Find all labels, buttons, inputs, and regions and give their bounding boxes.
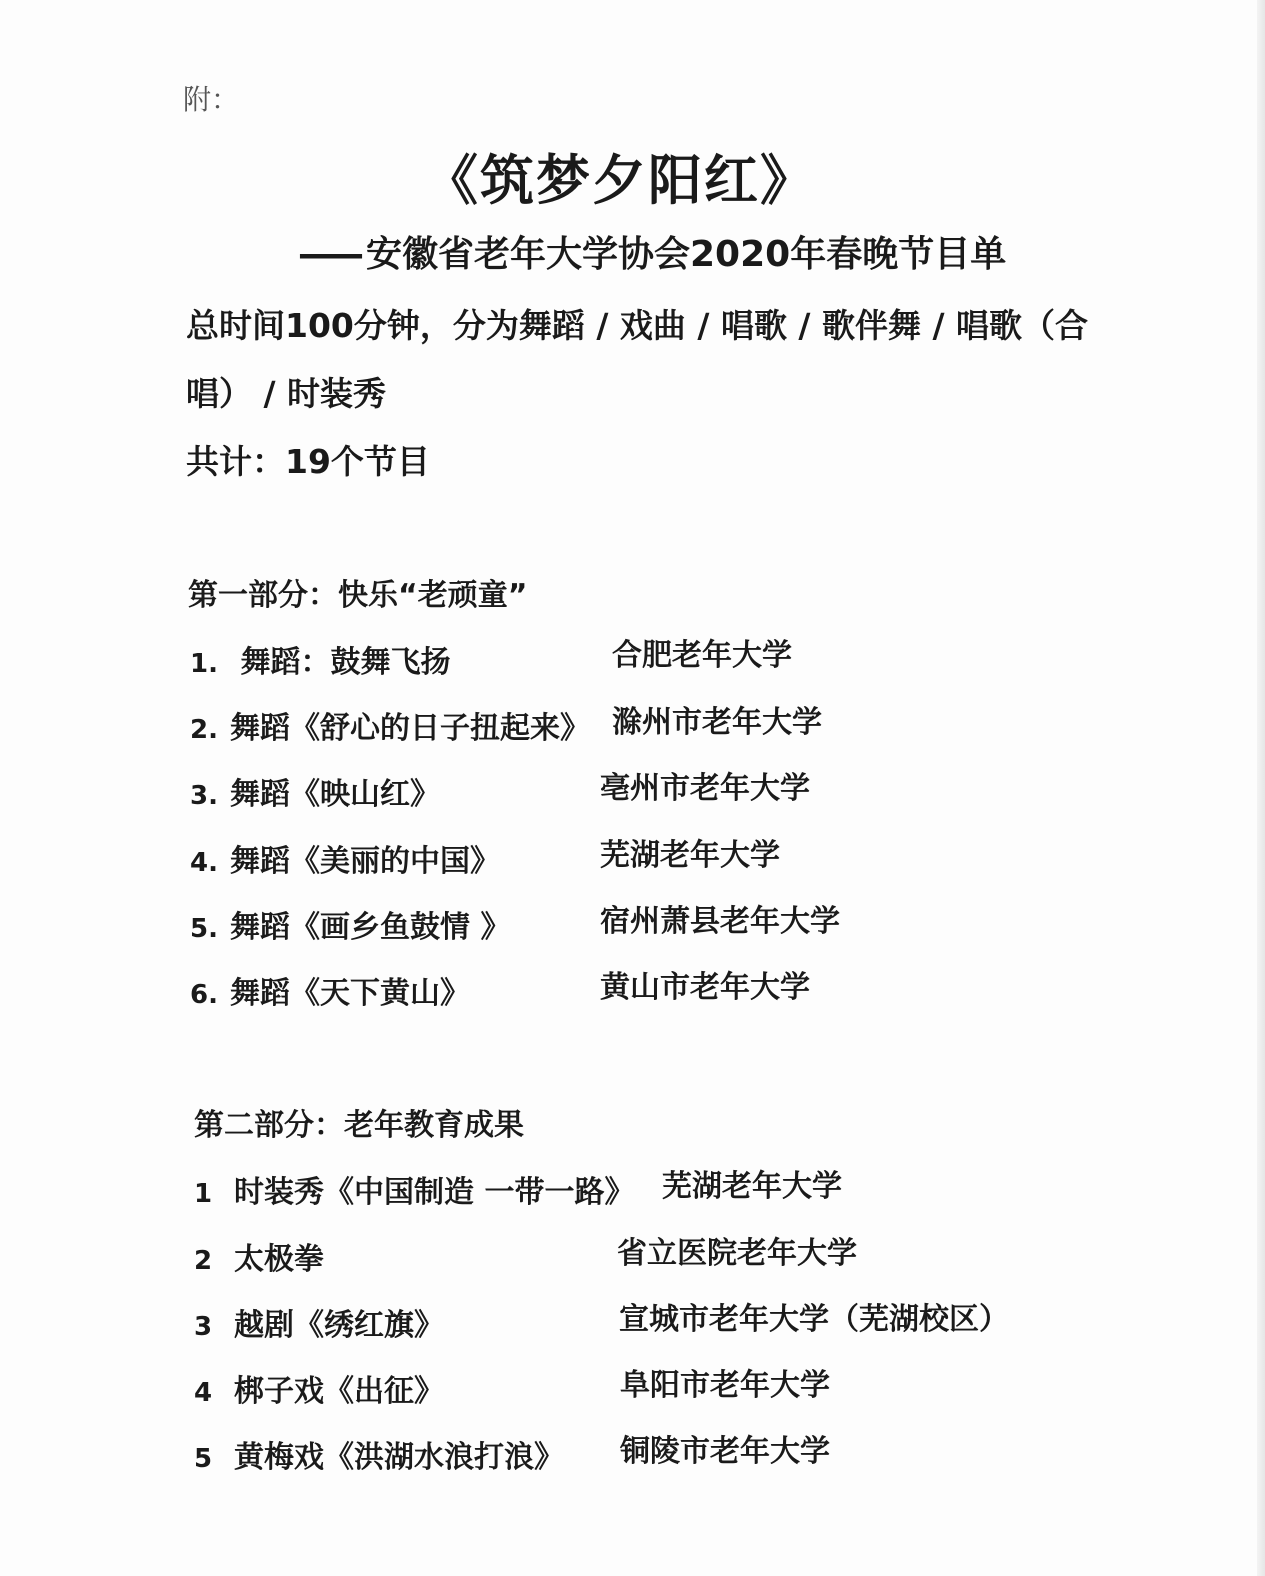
item-program: 舞蹈《天下黄山》: [230, 976, 470, 1011]
page-edge: [1257, 0, 1265, 1576]
summary-line-1: 总时间100分钟，分为舞蹈 / 戏曲 / 唱歌 / 歌伴舞 / 唱歌（合: [186, 306, 1089, 345]
item-program: 舞蹈：鼓舞飞扬: [240, 645, 451, 680]
list-item: [190, 968, 470, 1012]
item-organization: 滁州市老年大学: [612, 705, 822, 740]
item-number: 3: [194, 1312, 213, 1342]
item-organization: 省立医院老年大学: [617, 1236, 857, 1271]
item-program: 舞蹈《美丽的中国》: [230, 844, 500, 879]
item-organization: 亳州市老年大学: [600, 771, 810, 806]
item-program: 梆子戏《出征》: [234, 1374, 444, 1409]
item-program: 舞蹈《画乡鱼鼓情 》: [230, 910, 511, 945]
item-number: 3.: [190, 781, 218, 811]
item-organization: 阜阳市老年大学: [620, 1368, 830, 1403]
item-organization: 合肥老年大学: [612, 638, 792, 673]
list-item: [194, 1432, 564, 1476]
item-organization: 芜湖老年大学: [662, 1169, 842, 1204]
item-number: 5: [194, 1444, 213, 1474]
document-subtitle: [298, 226, 1006, 277]
part2-heading: 第二部分：老年教育成果: [194, 1108, 524, 1143]
item-program: 越剧《绣红旗》: [234, 1308, 444, 1343]
item-number: 4.: [190, 848, 218, 878]
subtitle-dash: ——: [298, 234, 358, 275]
list-item: [194, 1167, 634, 1211]
list-item: [194, 1300, 444, 1344]
summary-line-2: 唱） / 时装秀: [186, 374, 387, 413]
item-organization: 宣城市老年大学（芜湖校区）: [619, 1302, 1009, 1337]
item-program: 时装秀《中国制造 一带一路》: [234, 1175, 635, 1210]
item-number: 4: [194, 1378, 213, 1408]
item-number: 5.: [190, 914, 218, 944]
item-organization: 芜湖老年大学: [600, 838, 780, 873]
item-program: 舞蹈《映山红》: [230, 777, 440, 812]
list-item: [190, 836, 500, 880]
item-number: 1: [194, 1179, 213, 1209]
item-organization: 宿州萧县老年大学: [600, 904, 840, 939]
subtitle-text: 安徽省老年大学协会2020年春晚节目单: [366, 234, 1007, 275]
item-organization: 黄山市老年大学: [600, 970, 810, 1005]
list-item: [194, 1366, 444, 1410]
item-organization: 铜陵市老年大学: [620, 1434, 830, 1469]
item-number: 6.: [190, 980, 218, 1010]
item-program: 舞蹈《舒心的日子扭起来》: [230, 711, 590, 746]
list-item: [190, 769, 440, 813]
item-program: 黄梅戏《洪湖水浪打浪》: [234, 1440, 564, 1475]
part1-heading: 第一部分：快乐“老顽童”: [188, 578, 528, 613]
list-item: [194, 1234, 324, 1278]
list-item: [190, 703, 590, 747]
list-item: [190, 902, 510, 946]
attachment-label: 附：: [183, 83, 240, 116]
list-item: [190, 637, 450, 681]
item-number: 2: [194, 1246, 213, 1276]
item-number: 2.: [190, 715, 218, 745]
document-title: 《筑梦夕阳红》: [424, 149, 816, 212]
item-program: 太极拳: [234, 1242, 324, 1277]
item-number: 1.: [190, 649, 218, 679]
program-count: 共计：19个节目: [186, 442, 430, 481]
